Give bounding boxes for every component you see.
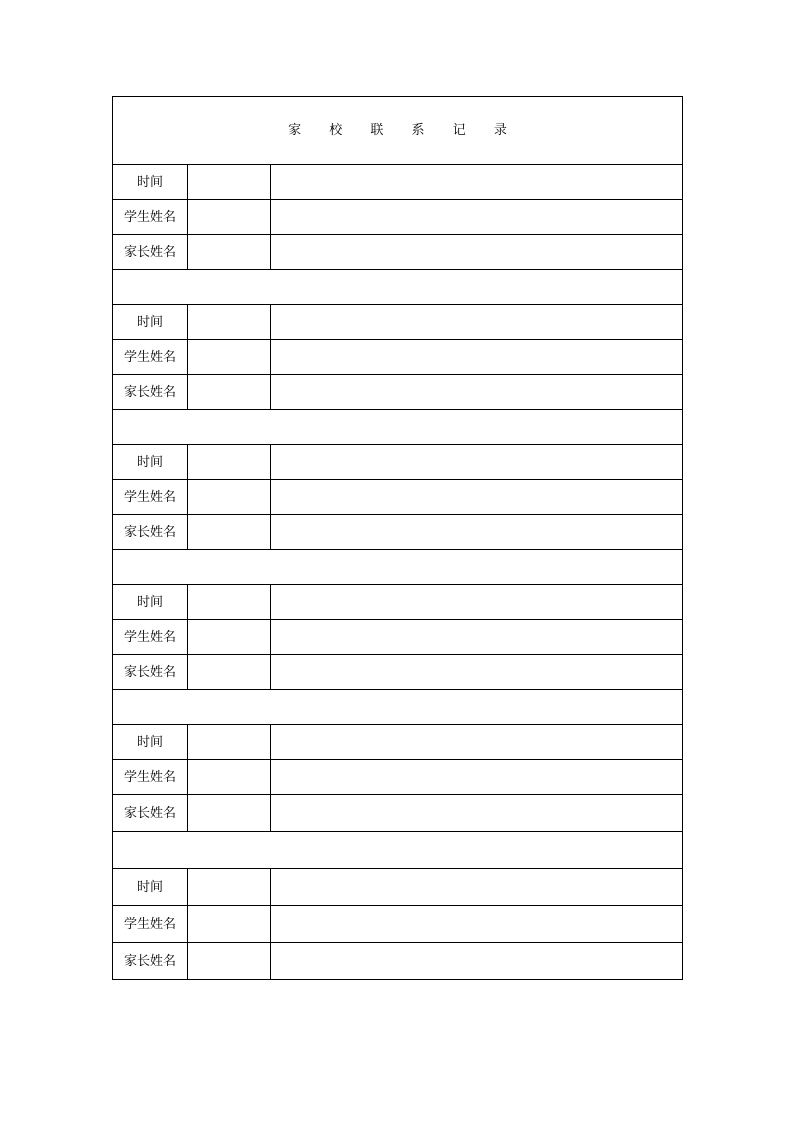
time-short-field[interactable]	[188, 305, 271, 340]
record-4-student-row	[113, 620, 683, 655]
record-notes-field[interactable]	[113, 270, 683, 305]
time-label: 时间	[113, 445, 188, 480]
student-name-short-field[interactable]	[188, 200, 271, 235]
time-short-field[interactable]	[188, 725, 271, 760]
record-notes-field[interactable]	[113, 550, 683, 585]
record-5-student-row	[113, 760, 683, 795]
time-short-field[interactable]	[188, 585, 271, 620]
record-6-parent-row	[113, 943, 683, 980]
time-detail-field[interactable]	[271, 165, 683, 200]
parent-name-short-field[interactable]	[188, 795, 271, 832]
student-name-detail-field[interactable]	[271, 906, 683, 943]
record-separator-row	[113, 690, 683, 725]
record-4-parent-row	[113, 655, 683, 690]
student-name-short-field[interactable]	[188, 760, 271, 795]
time-detail-field[interactable]	[271, 869, 683, 906]
record-3-student-row	[113, 480, 683, 515]
student-name-short-field[interactable]	[188, 480, 271, 515]
time-detail-field[interactable]	[271, 445, 683, 480]
record-notes-field[interactable]	[113, 690, 683, 725]
time-short-field[interactable]	[188, 445, 271, 480]
parent-name-short-field[interactable]	[188, 375, 271, 410]
record-3-parent-row	[113, 515, 683, 550]
parent-name-label: 家长姓名	[113, 235, 188, 270]
parent-name-short-field[interactable]	[188, 235, 271, 270]
record-2-student-row	[113, 340, 683, 375]
time-label: 时间	[113, 869, 188, 906]
student-name-label: 学生姓名	[113, 906, 188, 943]
parent-name-detail-field[interactable]	[271, 235, 683, 270]
record-5-parent-row	[113, 795, 683, 832]
time-label: 时间	[113, 165, 188, 200]
document-title: 家 校 联 系 记 录	[113, 97, 683, 165]
parent-name-label: 家长姓名	[113, 515, 188, 550]
parent-name-label: 家长姓名	[113, 655, 188, 690]
time-label: 时间	[113, 585, 188, 620]
student-name-short-field[interactable]	[188, 906, 271, 943]
record-1-parent-row	[113, 235, 683, 270]
parent-name-detail-field[interactable]	[271, 375, 683, 410]
student-name-detail-field[interactable]	[271, 760, 683, 795]
student-name-label: 学生姓名	[113, 340, 188, 375]
record-notes-field[interactable]	[113, 832, 683, 869]
record-2-parent-row	[113, 375, 683, 410]
contact-record-table	[112, 96, 683, 980]
student-name-detail-field[interactable]	[271, 340, 683, 375]
record-3-time-row	[113, 445, 683, 480]
parent-name-short-field[interactable]	[188, 515, 271, 550]
record-2-time-row	[113, 305, 683, 340]
student-name-short-field[interactable]	[188, 340, 271, 375]
student-name-label: 学生姓名	[113, 480, 188, 515]
parent-name-label: 家长姓名	[113, 943, 188, 980]
parent-name-label: 家长姓名	[113, 375, 188, 410]
title-row	[113, 97, 683, 165]
time-short-field[interactable]	[188, 869, 271, 906]
time-label: 时间	[113, 305, 188, 340]
time-label: 时间	[113, 725, 188, 760]
parent-name-short-field[interactable]	[188, 655, 271, 690]
student-name-label: 学生姓名	[113, 760, 188, 795]
record-separator-row	[113, 270, 683, 305]
table-body	[113, 97, 683, 980]
parent-name-detail-field[interactable]	[271, 943, 683, 980]
student-name-detail-field[interactable]	[271, 620, 683, 655]
record-4-time-row	[113, 585, 683, 620]
student-name-label: 学生姓名	[113, 200, 188, 235]
record-separator-row	[113, 550, 683, 585]
time-detail-field[interactable]	[271, 585, 683, 620]
parent-name-detail-field[interactable]	[271, 655, 683, 690]
record-6-time-row	[113, 869, 683, 906]
record-5-time-row	[113, 725, 683, 760]
parent-name-short-field[interactable]	[188, 943, 271, 980]
record-1-student-row	[113, 200, 683, 235]
record-1-time-row	[113, 165, 683, 200]
time-detail-field[interactable]	[271, 725, 683, 760]
record-separator-row	[113, 410, 683, 445]
record-notes-field[interactable]	[113, 410, 683, 445]
record-6-student-row	[113, 906, 683, 943]
student-name-detail-field[interactable]	[271, 200, 683, 235]
time-short-field[interactable]	[188, 165, 271, 200]
parent-name-detail-field[interactable]	[271, 795, 683, 832]
student-name-short-field[interactable]	[188, 620, 271, 655]
parent-name-label: 家长姓名	[113, 795, 188, 832]
parent-name-detail-field[interactable]	[271, 515, 683, 550]
time-detail-field[interactable]	[271, 305, 683, 340]
student-name-label: 学生姓名	[113, 620, 188, 655]
record-separator-row	[113, 832, 683, 869]
student-name-detail-field[interactable]	[271, 480, 683, 515]
